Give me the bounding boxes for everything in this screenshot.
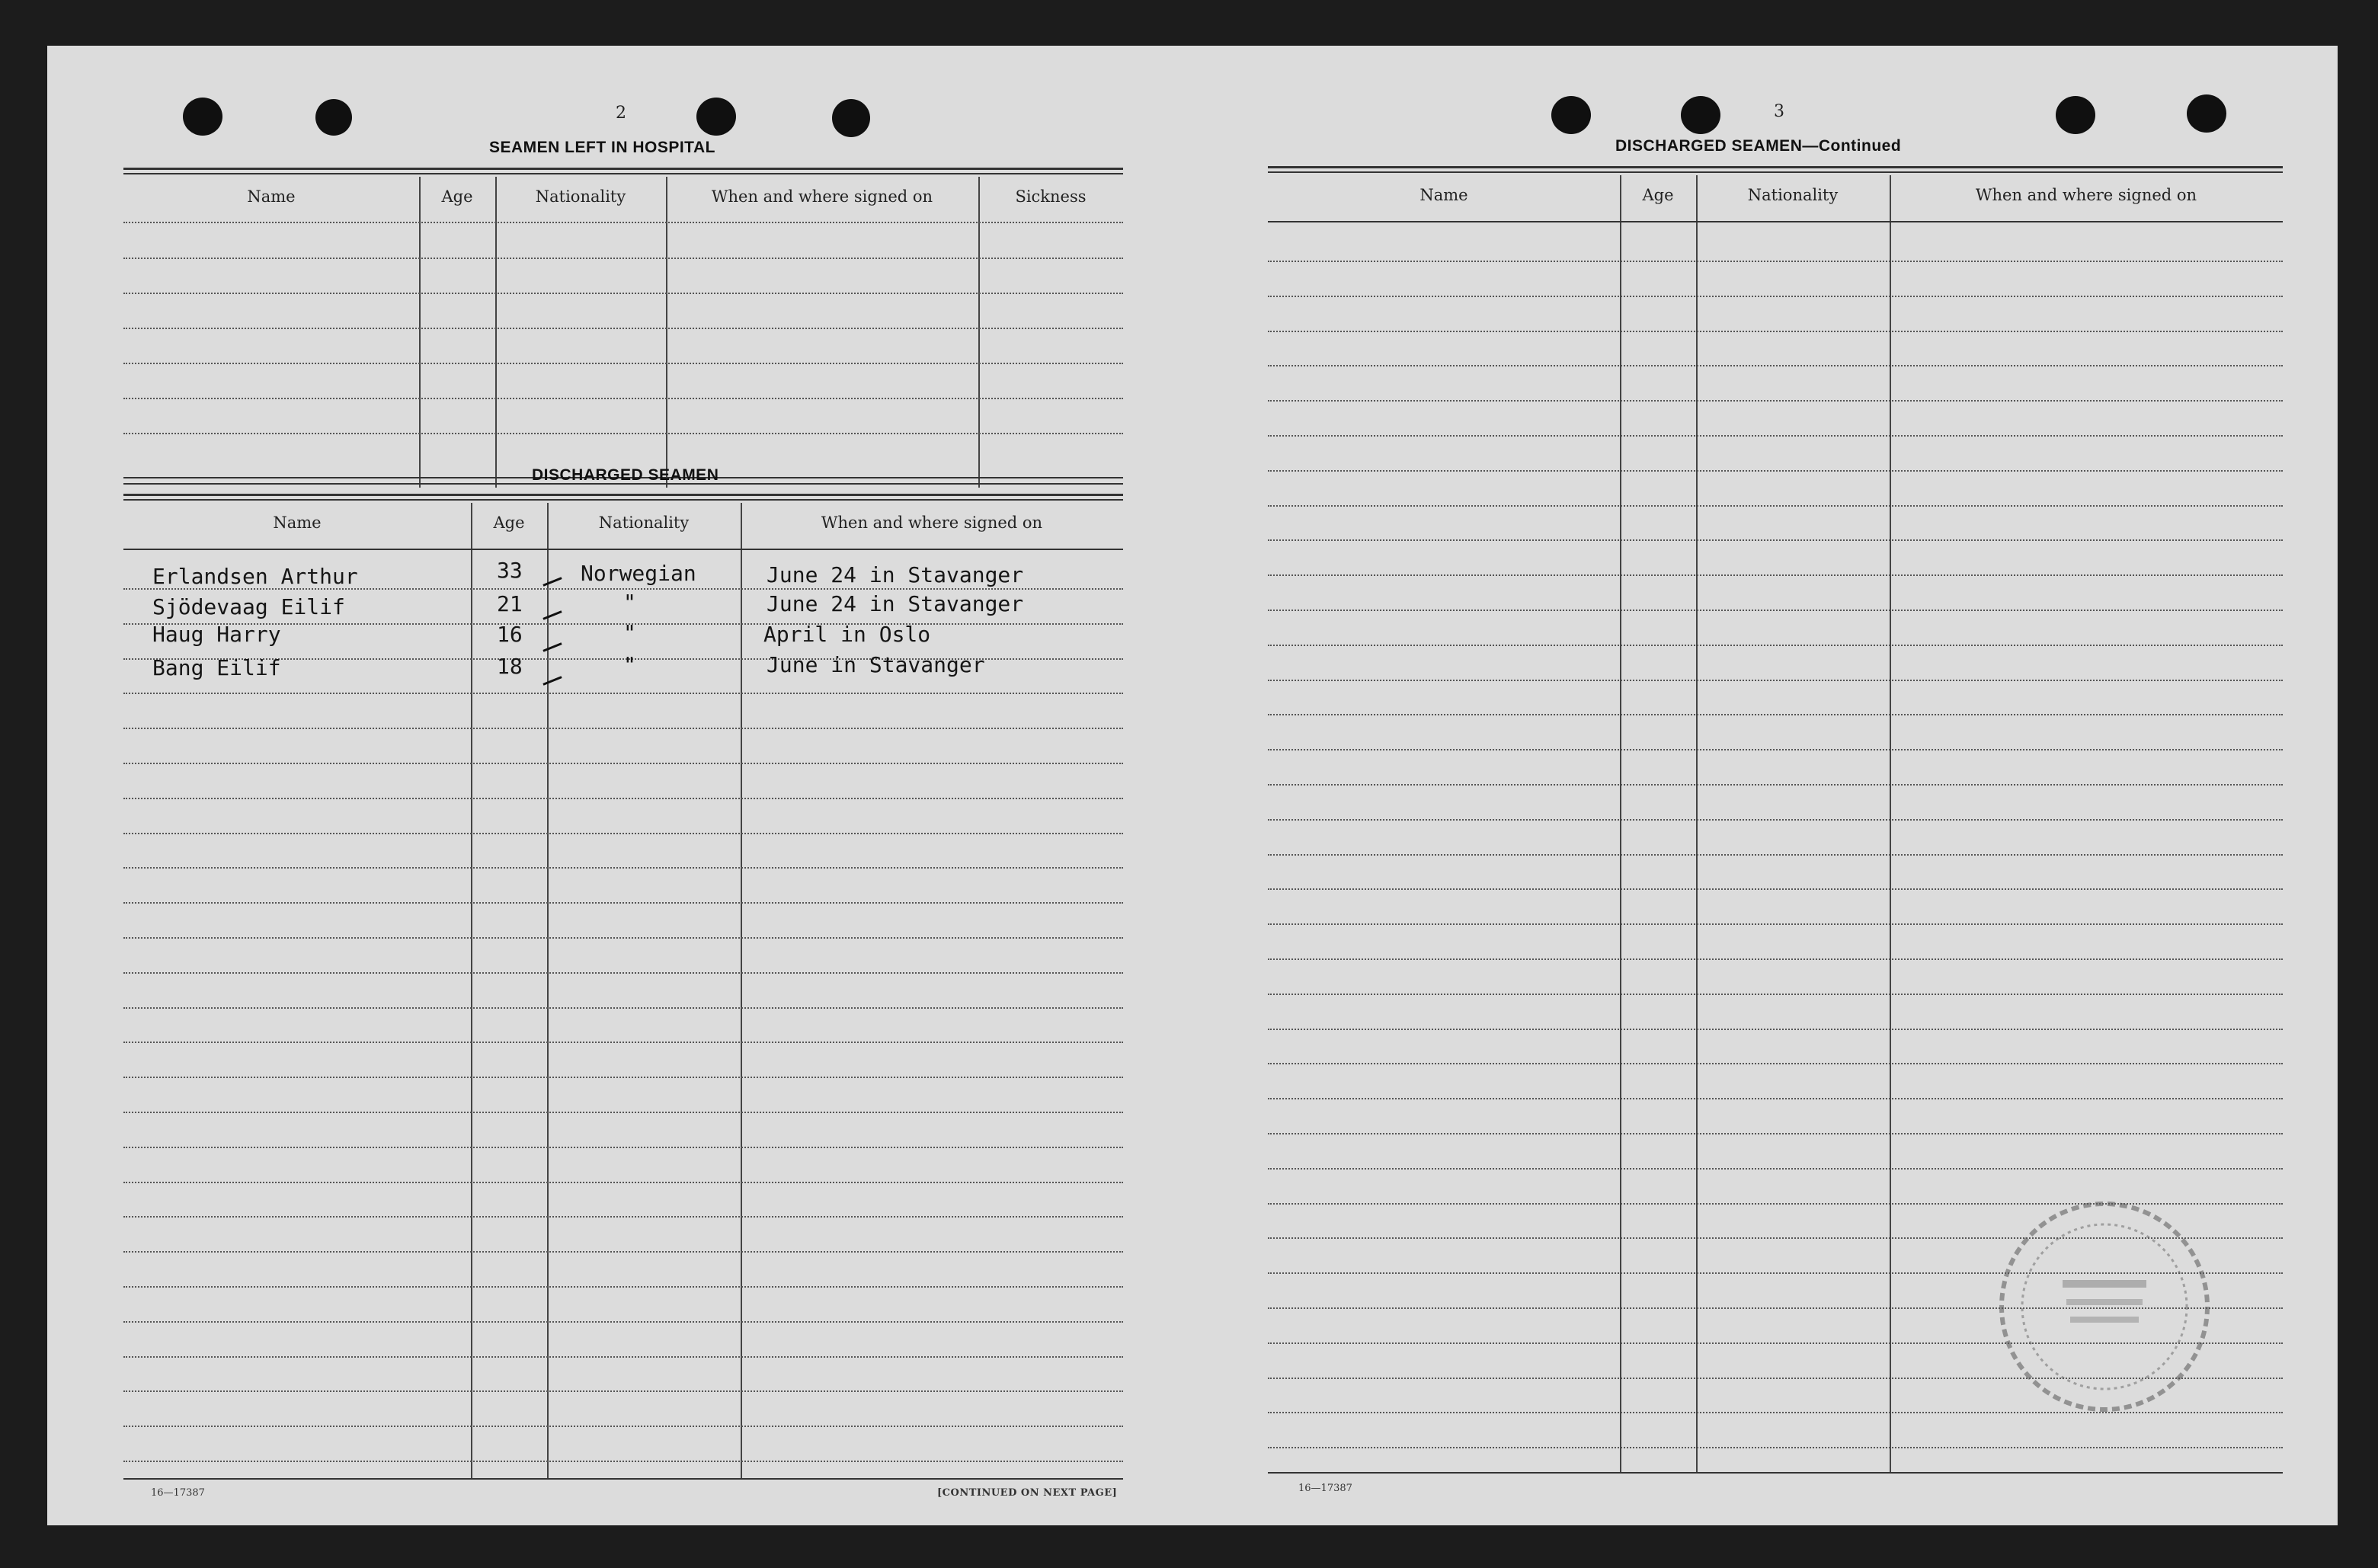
punch-hole	[2187, 94, 2226, 133]
col-header-sickness: Sickness	[1015, 187, 1087, 206]
col-header-age: Age	[493, 514, 525, 532]
row-line	[123, 1147, 1123, 1148]
row-line	[1268, 1133, 2283, 1134]
row-signed-on: June 24 in Stavanger	[767, 562, 1024, 587]
row-line	[1268, 400, 2283, 402]
row-line	[1268, 1098, 2283, 1099]
row-line	[123, 363, 1123, 364]
stamp-outer-ring	[2002, 1204, 2207, 1410]
punch-hole	[183, 98, 222, 136]
punch-hole	[832, 99, 870, 137]
discharged-section-title: DISCHARGED SEAMEN	[532, 466, 719, 484]
row-nationality: "	[623, 652, 636, 677]
column-divider	[666, 177, 667, 488]
col-header-nationality: Nationality	[598, 514, 690, 532]
stamp-center-mark	[2063, 1280, 2146, 1288]
row-line	[1268, 331, 2283, 332]
page-number: 3	[1774, 102, 1784, 121]
col-header-name: Name	[247, 187, 296, 206]
row-name: Bang Eilif	[152, 655, 281, 680]
row-line	[123, 1356, 1123, 1358]
row-name: Sjödevaag Eilif	[152, 594, 345, 619]
row-nationality: "	[623, 620, 636, 645]
row-line	[1268, 1447, 2283, 1448]
row-line	[123, 972, 1123, 974]
row-age: 33	[497, 558, 523, 583]
continued-note: [CONTINUED ON NEXT PAGE]	[937, 1487, 1118, 1499]
row-line	[123, 1182, 1123, 1183]
row-name: Haug Harry	[152, 622, 281, 647]
row-line	[123, 1042, 1123, 1043]
row-line	[123, 1286, 1123, 1288]
stamp-center-mark	[2066, 1299, 2143, 1305]
row-line	[1268, 296, 2283, 297]
row-line	[123, 293, 1123, 294]
row-line	[1268, 365, 2283, 366]
row-line	[123, 433, 1123, 434]
row-line	[123, 833, 1123, 834]
column-divider	[471, 503, 472, 1478]
row-line	[123, 1077, 1123, 1078]
row-line	[123, 693, 1123, 694]
check-mark	[542, 642, 562, 652]
row-line	[123, 1321, 1123, 1323]
header-rule	[123, 499, 1123, 501]
row-line	[1268, 1063, 2283, 1064]
column-divider	[1620, 175, 1621, 1472]
check-mark	[542, 610, 562, 620]
row-line	[1268, 749, 2283, 750]
row-line	[1268, 994, 2283, 995]
col-header-name: Name	[1419, 186, 1468, 204]
row-name: Erlandsen Arthur	[152, 564, 358, 589]
row-line	[123, 398, 1123, 399]
header-underline	[1268, 221, 2283, 222]
punch-hole	[1551, 96, 1591, 134]
form-number: 16—17387	[151, 1487, 205, 1499]
header-rule	[1268, 166, 2283, 168]
col-header-age: Age	[1642, 186, 1674, 204]
col-header-name: Name	[273, 514, 322, 532]
header-rule	[123, 173, 1123, 174]
col-header-nationality: Nationality	[1747, 186, 1839, 204]
row-age: 21	[497, 591, 523, 616]
col-header-signed-on: When and where signed on	[711, 187, 933, 206]
row-signed-on: June in Stavanger	[767, 652, 985, 677]
row-age: 18	[497, 654, 523, 679]
stamp-center-mark	[2070, 1317, 2139, 1323]
official-stamp	[1994, 1196, 2215, 1417]
col-header-signed-on: When and where signed on	[1975, 186, 2197, 204]
row-line	[1268, 574, 2283, 576]
header-rule	[123, 168, 1123, 170]
footer-rule	[123, 1478, 1123, 1480]
row-line	[1268, 714, 2283, 715]
row-line	[123, 763, 1123, 764]
row-nationality: Norwegian	[581, 561, 696, 586]
row-line	[123, 222, 1123, 223]
row-line	[1268, 1168, 2283, 1170]
row-line	[123, 1251, 1123, 1253]
header-rule	[1268, 171, 2283, 173]
row-line	[123, 798, 1123, 799]
row-line	[1268, 1029, 2283, 1030]
row-line	[123, 1461, 1123, 1462]
row-line	[1268, 958, 2283, 960]
check-mark	[542, 676, 562, 686]
row-line	[123, 902, 1123, 904]
col-header-age: Age	[441, 187, 473, 206]
column-divider	[1696, 175, 1698, 1472]
form-number: 16—17387	[1298, 1483, 1352, 1494]
footer-rule	[1268, 1472, 2283, 1474]
row-nationality: "	[623, 590, 636, 615]
column-divider	[978, 177, 980, 488]
row-line	[123, 328, 1123, 329]
document-sheet	[47, 46, 2338, 1525]
punch-hole	[1681, 96, 1720, 134]
hospital-section-title: SEAMEN LEFT IN HOSPITAL	[489, 139, 715, 156]
row-line	[1268, 435, 2283, 437]
row-line	[1268, 784, 2283, 786]
row-line	[1268, 539, 2283, 541]
row-line	[123, 1216, 1123, 1218]
row-signed-on: April in Oslo	[763, 622, 931, 647]
row-line	[123, 1390, 1123, 1392]
row-line	[1268, 888, 2283, 890]
punch-hole	[2056, 96, 2095, 134]
row-line	[1268, 261, 2283, 262]
row-line	[123, 1426, 1123, 1427]
punch-hole	[696, 98, 736, 136]
row-line	[1268, 819, 2283, 821]
column-divider	[741, 503, 742, 1478]
row-line	[123, 728, 1123, 729]
row-line	[1268, 645, 2283, 646]
row-age: 16	[497, 622, 523, 647]
column-divider	[419, 177, 421, 488]
header-underline	[123, 549, 1123, 550]
punch-hole	[315, 99, 352, 136]
row-line	[1268, 854, 2283, 856]
row-line	[123, 1007, 1123, 1009]
col-header-nationality: Nationality	[535, 187, 626, 206]
row-signed-on: June 24 in Stavanger	[767, 591, 1024, 616]
row-line	[1268, 470, 2283, 472]
row-line	[1268, 505, 2283, 507]
row-line	[123, 1112, 1123, 1113]
row-line	[123, 258, 1123, 259]
page-number: 2	[616, 104, 626, 123]
col-header-signed-on: When and where signed on	[821, 514, 1043, 532]
row-line	[123, 867, 1123, 869]
discharged-continued-title: DISCHARGED SEAMEN—Continued	[1615, 137, 1902, 155]
row-line	[1268, 680, 2283, 681]
row-line	[123, 937, 1123, 939]
row-line	[1268, 923, 2283, 925]
column-divider	[495, 177, 497, 488]
row-line	[1268, 610, 2283, 611]
column-divider	[1890, 175, 1891, 1472]
check-mark	[542, 577, 562, 587]
header-rule	[123, 494, 1123, 496]
stamp-inner-ring	[2022, 1224, 2187, 1389]
